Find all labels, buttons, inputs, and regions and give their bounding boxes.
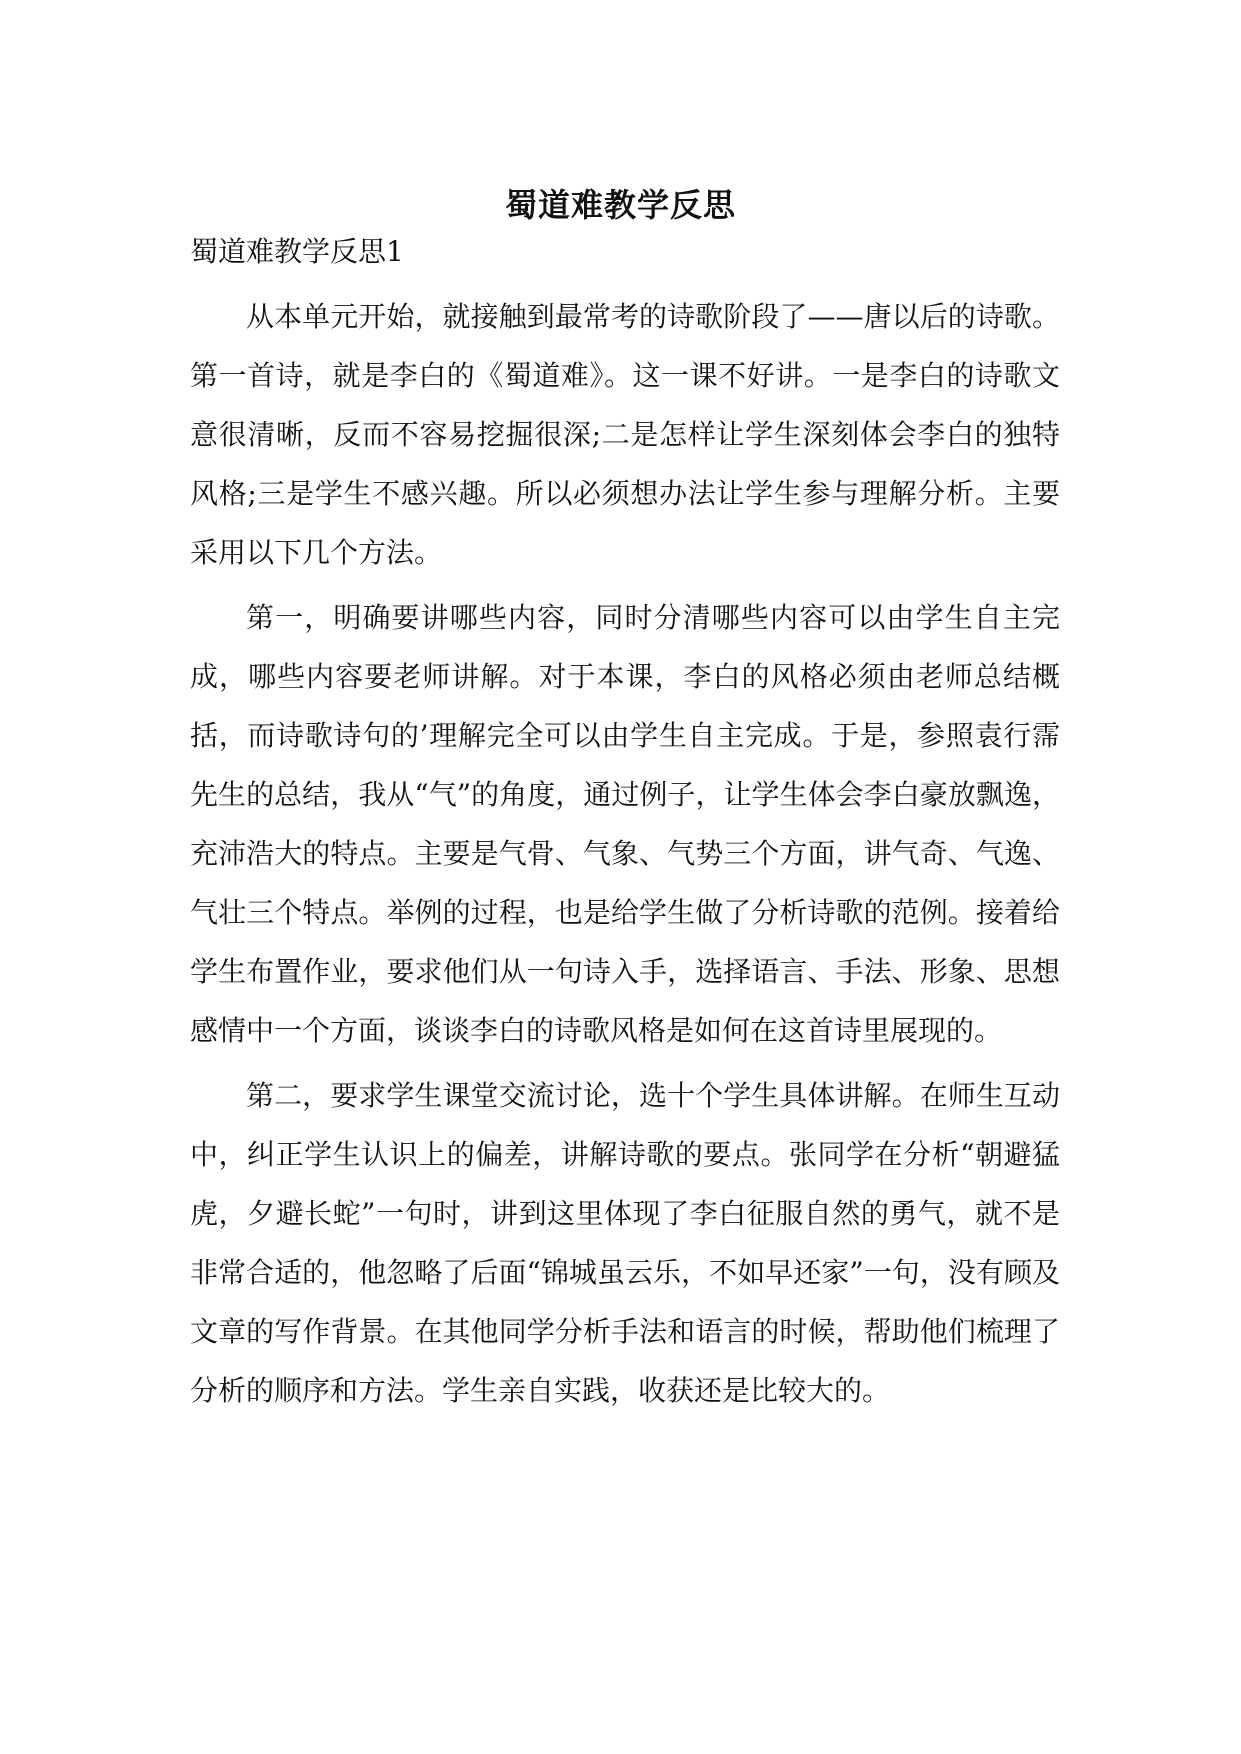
document-body bbox=[190, 227, 1060, 1426]
paragraph-method-two: 第二，要求学生课堂交流讨论，选十个学生具体讲解。在师生互动中，纠正学生认识上的偏差，讲解诗歌的要点。张同学在分析“朝避猛虎，夕避长蛇”一句时，讲到这里体现了李白征服自然的勇气，就不是非常合适的，他忽略了后面“锦城虽云乐，不如早还家”一句，没有顾及文章的写作背景。在其他同学分析手法和语言的时候，帮助他们梳理了分析的顺序和方法。学生亲自实践，收获还是比较大的。 bbox=[190, 1079, 1060, 1407]
section-heading: 蜀道难教学反思1 bbox=[190, 235, 404, 268]
paragraph-method-one: 第一，明确要讲哪些内容，同时分清哪些内容可以由学生自主完成，哪些内容要老师讲解。对于本课，李白的风格必须由老师总结概括，而诗歌诗句的’理解完全可以由学生自主完成。于是，参照袁行霈先生的总结，我从“气”的角度，通过例子，让学生体会李白豪放飘逸，充沛浩大的特点。主要是气骨、气象、气势三个方面，讲气奇、气逸、气壮三个特点。举例的过程，也是给学生做了分析诗歌的范例。接着给学生布置作业，要求他们从一句诗入手，选择语言、手法、形象、思想感情中一个方面，谈谈李白的诗歌风格是如何在这首诗里展现的。 bbox=[190, 601, 1060, 1047]
document-title: 蜀道难教学反思 bbox=[504, 186, 736, 225]
paragraph-intro: 从本单元开始，就接触到最常考的诗歌阶段了——唐以后的诗歌。第一首诗，就是李白的《蜀道难》。这一课不好讲。一是李白的诗歌文意很清晰，反而不容易挖掘很深;二是怎样让学生深刻体会李白的独特风格;三是学生不感兴趣。所以必须想办法让学生参与理解分析。主要采用以下几个方法。 bbox=[190, 300, 1060, 569]
